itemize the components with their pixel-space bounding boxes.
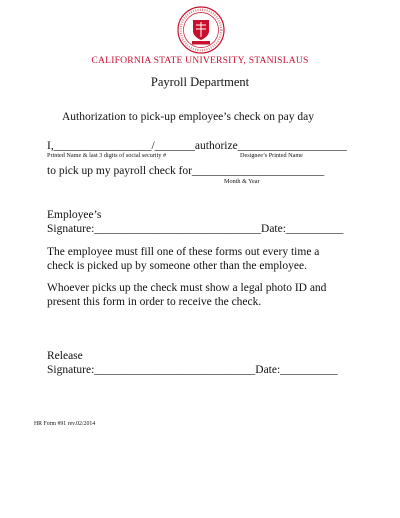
- university-name: CALIFORNIA STATE UNIVERSITY, STANISLAUS: [91, 55, 309, 66]
- form-number: HR Form #91 rev.02/2014: [34, 421, 96, 427]
- instruction-paragraph: The employee must fill one of these forms out every time a check is picked up by someone other than the employee.: [47, 246, 320, 272]
- employee-label: Employee’s: [47, 209, 102, 221]
- printed-name-caption: Printed Name & last 3 digits of social security #: [47, 152, 167, 159]
- university-seal-icon: [177, 6, 225, 54]
- release-label: Release: [47, 350, 83, 362]
- authorization-line: I,_________________/_______authorize___________________: [47, 140, 347, 152]
- designee-caption: Designee’s Printed Name: [240, 152, 303, 159]
- month-year-caption: Month & Year: [224, 178, 260, 185]
- employee-signature-line: Signature:_____________________________Date:__________: [47, 223, 344, 235]
- pickup-line: to pick up my payroll check for_______________________: [47, 165, 325, 177]
- department-title: Payroll Department: [150, 75, 250, 89]
- id-requirement-paragraph: Whoever picks up the check must show a legal photo ID and present this form in order to receive the check.: [47, 282, 327, 308]
- release-signature-line: Signature:____________________________Date:__________: [47, 364, 338, 376]
- form-title: Authorization to pick-up employee’s check on pay day: [62, 111, 314, 123]
